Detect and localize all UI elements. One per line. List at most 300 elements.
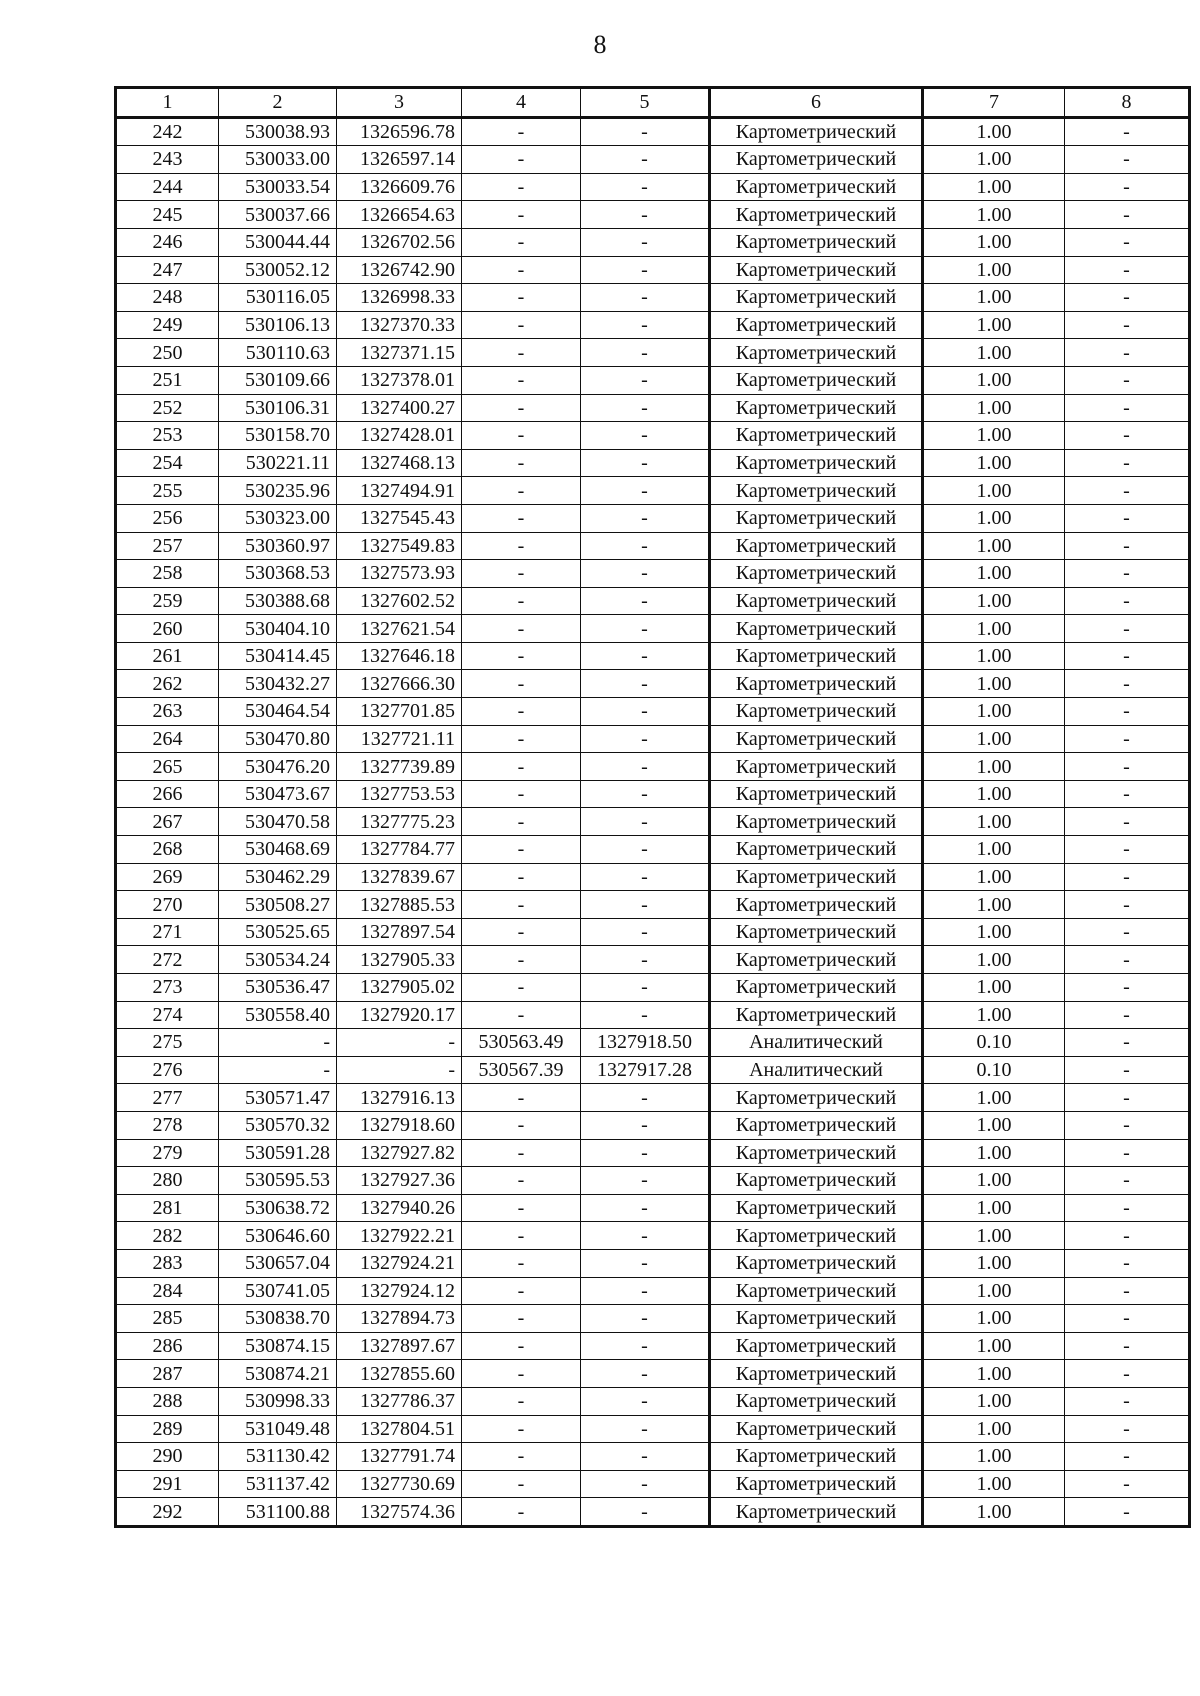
cell-accuracy: 1.00 (923, 394, 1065, 422)
cell-coord-y: 1327494.91 (337, 477, 462, 505)
cell-note: - (1065, 1194, 1190, 1222)
cell-note: - (1065, 228, 1190, 256)
cell-coord-y: 1327602.52 (337, 587, 462, 615)
cell-coord-y: 1327549.83 (337, 532, 462, 560)
column-header-4: 4 (462, 88, 581, 118)
cell-coord-x: 531100.88 (219, 1498, 337, 1527)
cell-point-number: 266 (116, 780, 219, 808)
cell-point-number: 259 (116, 587, 219, 615)
cell-coord-x-alt: 530563.49 (462, 1029, 581, 1057)
cell-note: - (1065, 1387, 1190, 1415)
column-header-7: 7 (923, 88, 1065, 118)
cell-method: Картометрический (710, 394, 923, 422)
cell-coord-x-alt: - (462, 311, 581, 339)
cell-coord-y: 1327468.13 (337, 449, 462, 477)
cell-point-number: 262 (116, 670, 219, 698)
column-header-6: 6 (710, 88, 923, 118)
cell-coord-y: 1327739.89 (337, 753, 462, 781)
cell-point-number: 255 (116, 477, 219, 505)
cell-method: Картометрический (710, 1305, 923, 1333)
cell-method: Картометрический (710, 1111, 923, 1139)
cell-coord-x-alt: 530567.39 (462, 1056, 581, 1084)
cell-coord-y-alt: - (581, 422, 710, 450)
cell-note: - (1065, 560, 1190, 588)
cell-coord-y: 1327927.82 (337, 1139, 462, 1167)
cell-note: - (1065, 974, 1190, 1002)
cell-coord-x-alt: - (462, 725, 581, 753)
cell-coord-y-alt: - (581, 1443, 710, 1471)
cell-coord-y-alt: - (581, 339, 710, 367)
cell-note: - (1065, 1470, 1190, 1498)
table-row (116, 146, 1190, 174)
cell-coord-y-alt: - (581, 1415, 710, 1443)
table-row (116, 366, 1190, 394)
cell-coord-y: 1327786.37 (337, 1387, 462, 1415)
cell-accuracy: 1.00 (923, 422, 1065, 450)
cell-coord-y-alt: - (581, 1277, 710, 1305)
cell-note: - (1065, 1277, 1190, 1305)
cell-method: Картометрический (710, 1001, 923, 1029)
cell-point-number: 275 (116, 1029, 219, 1057)
cell-accuracy: 1.00 (923, 1498, 1065, 1527)
cell-accuracy: 1.00 (923, 1305, 1065, 1333)
cell-method: Картометрический (710, 946, 923, 974)
cell-coord-x-alt: - (462, 1360, 581, 1388)
cell-coord-x-alt: - (462, 256, 581, 284)
table-row (116, 1139, 1190, 1167)
table-row (116, 1084, 1190, 1112)
cell-point-number: 247 (116, 256, 219, 284)
cell-method: Картометрический (710, 642, 923, 670)
table-row (116, 394, 1190, 422)
cell-coord-y: 1327905.33 (337, 946, 462, 974)
cell-method: Картометрический (710, 698, 923, 726)
cell-coord-x-alt: - (462, 284, 581, 312)
cell-point-number: 270 (116, 891, 219, 919)
cell-coord-y-alt: - (581, 1222, 710, 1250)
cell-coord-x-alt: - (462, 1001, 581, 1029)
table-row (116, 504, 1190, 532)
cell-point-number: 243 (116, 146, 219, 174)
cell-coord-y-alt: - (581, 946, 710, 974)
table-row (116, 863, 1190, 891)
cell-note: - (1065, 1305, 1190, 1333)
table-row (116, 642, 1190, 670)
cell-method: Картометрический (710, 725, 923, 753)
table-row (116, 1029, 1190, 1057)
cell-coord-x-alt: - (462, 394, 581, 422)
table-row (116, 560, 1190, 588)
cell-note: - (1065, 780, 1190, 808)
cell-point-number: 281 (116, 1194, 219, 1222)
cell-point-number: 244 (116, 173, 219, 201)
table-row (116, 1249, 1190, 1277)
cell-accuracy: 1.00 (923, 863, 1065, 891)
column-header-2: 2 (219, 88, 337, 118)
cell-coord-x-alt: - (462, 918, 581, 946)
cell-coord-y-alt: - (581, 1084, 710, 1112)
cell-point-number: 249 (116, 311, 219, 339)
cell-accuracy: 1.00 (923, 560, 1065, 588)
table-row (116, 422, 1190, 450)
cell-accuracy: 1.00 (923, 1084, 1065, 1112)
cell-coord-y: 1327894.73 (337, 1305, 462, 1333)
cell-point-number: 291 (116, 1470, 219, 1498)
cell-note: - (1065, 1139, 1190, 1167)
cell-coord-x-alt: - (462, 974, 581, 1002)
cell-note: - (1065, 1498, 1190, 1527)
cell-accuracy: 1.00 (923, 753, 1065, 781)
cell-coord-y-alt: - (581, 642, 710, 670)
cell-coord-y: 1327791.74 (337, 1443, 462, 1471)
cell-coord-y: 1327621.54 (337, 615, 462, 643)
cell-coord-y-alt: - (581, 532, 710, 560)
cell-note: - (1065, 863, 1190, 891)
cell-coord-x: 531137.42 (219, 1470, 337, 1498)
table-row (116, 780, 1190, 808)
cell-accuracy: 1.00 (923, 670, 1065, 698)
cell-coord-y-alt: - (581, 725, 710, 753)
cell-coord-x: 530534.24 (219, 946, 337, 974)
cell-coord-y: 1327370.33 (337, 311, 462, 339)
cell-coord-y: 1327940.26 (337, 1194, 462, 1222)
cell-note: - (1065, 615, 1190, 643)
cell-coord-x: 530464.54 (219, 698, 337, 726)
cell-note: - (1065, 504, 1190, 532)
cell-coord-y: 1327666.30 (337, 670, 462, 698)
cell-method: Картометрический (710, 146, 923, 174)
table-body (116, 117, 1190, 1526)
cell-coord-x-alt: - (462, 117, 581, 146)
cell-coord-x: 530646.60 (219, 1222, 337, 1250)
cell-coord-y: 1327428.01 (337, 422, 462, 450)
cell-coord-x: 530571.47 (219, 1084, 337, 1112)
cell-coord-y-alt: - (581, 1139, 710, 1167)
cell-coord-y-alt: 1327918.50 (581, 1029, 710, 1057)
cell-coord-y: 1327905.02 (337, 974, 462, 1002)
cell-method: Картометрический (710, 1194, 923, 1222)
cell-note: - (1065, 1332, 1190, 1360)
table-row (116, 1332, 1190, 1360)
cell-coord-x: 530473.67 (219, 780, 337, 808)
cell-note: - (1065, 201, 1190, 229)
cell-point-number: 265 (116, 753, 219, 781)
cell-coord-x: 530235.96 (219, 477, 337, 505)
cell-coord-y: 1326596.78 (337, 117, 462, 146)
cell-note: - (1065, 1415, 1190, 1443)
cell-note: - (1065, 256, 1190, 284)
cell-coord-x-alt: - (462, 615, 581, 643)
cell-point-number: 280 (116, 1167, 219, 1195)
cell-accuracy: 1.00 (923, 1415, 1065, 1443)
table-row (116, 698, 1190, 726)
cell-accuracy: 1.00 (923, 725, 1065, 753)
table-row (116, 1415, 1190, 1443)
cell-accuracy: 1.00 (923, 1470, 1065, 1498)
cell-method: Картометрический (710, 1277, 923, 1305)
cell-point-number: 264 (116, 725, 219, 753)
cell-coord-x: 530388.68 (219, 587, 337, 615)
cell-coord-y: 1327924.12 (337, 1277, 462, 1305)
cell-accuracy: 1.00 (923, 1001, 1065, 1029)
cell-coord-x: 530741.05 (219, 1277, 337, 1305)
column-header-1: 1 (116, 88, 219, 118)
cell-accuracy: 1.00 (923, 339, 1065, 367)
table-row (116, 1470, 1190, 1498)
cell-coord-x: 530323.00 (219, 504, 337, 532)
cell-coord-x: 530414.45 (219, 642, 337, 670)
cell-method: Картометрический (710, 918, 923, 946)
cell-coord-x: 530468.69 (219, 836, 337, 864)
cell-point-number: 268 (116, 836, 219, 864)
cell-coord-y-alt: - (581, 615, 710, 643)
cell-coord-y-alt: - (581, 394, 710, 422)
cell-coord-y-alt: - (581, 560, 710, 588)
cell-accuracy: 1.00 (923, 615, 1065, 643)
cell-note: - (1065, 1443, 1190, 1471)
cell-coord-x: 530591.28 (219, 1139, 337, 1167)
cell-coord-y-alt: - (581, 173, 710, 201)
cell-accuracy: 1.00 (923, 1249, 1065, 1277)
cell-coord-y: 1327400.27 (337, 394, 462, 422)
cell-method: Картометрический (710, 1498, 923, 1527)
cell-coord-x-alt: - (462, 1470, 581, 1498)
cell-coord-y: 1326742.90 (337, 256, 462, 284)
cell-coord-y: 1327885.53 (337, 891, 462, 919)
cell-accuracy: 1.00 (923, 1332, 1065, 1360)
cell-note: - (1065, 1360, 1190, 1388)
cell-note: - (1065, 173, 1190, 201)
cell-coord-y-alt: - (581, 1332, 710, 1360)
cell-accuracy: 1.00 (923, 946, 1065, 974)
cell-coord-y: 1327927.36 (337, 1167, 462, 1195)
cell-coord-x-alt: - (462, 808, 581, 836)
cell-coord-y-alt: - (581, 808, 710, 836)
cell-coord-x-alt: - (462, 753, 581, 781)
cell-method: Картометрический (710, 1415, 923, 1443)
cell-point-number: 290 (116, 1443, 219, 1471)
table-row (116, 1277, 1190, 1305)
cell-coord-x: 530109.66 (219, 366, 337, 394)
table-row (116, 311, 1190, 339)
cell-note: - (1065, 836, 1190, 864)
cell-coord-x-alt: - (462, 863, 581, 891)
cell-coord-y-alt: - (581, 1001, 710, 1029)
cell-accuracy: 1.00 (923, 173, 1065, 201)
cell-coord-x: 530874.15 (219, 1332, 337, 1360)
cell-note: - (1065, 394, 1190, 422)
cell-coord-x-alt: - (462, 836, 581, 864)
cell-point-number: 276 (116, 1056, 219, 1084)
cell-method: Картометрический (710, 1360, 923, 1388)
cell-method: Картометрический (710, 449, 923, 477)
cell-coord-y: 1327922.21 (337, 1222, 462, 1250)
cell-coord-y-alt: - (581, 587, 710, 615)
cell-coord-x-alt: - (462, 1249, 581, 1277)
cell-accuracy: 1.00 (923, 1387, 1065, 1415)
cell-coord-y: 1326998.33 (337, 284, 462, 312)
cell-method: Картометрический (710, 339, 923, 367)
cell-note: - (1065, 477, 1190, 505)
cell-method: Картометрический (710, 173, 923, 201)
cell-method: Картометрический (710, 504, 923, 532)
cell-method: Аналитический (710, 1056, 923, 1084)
table-row (116, 891, 1190, 919)
cell-coord-x: - (219, 1056, 337, 1084)
cell-coord-y-alt: - (581, 836, 710, 864)
cell-coord-x: 530044.44 (219, 228, 337, 256)
table-row (116, 1222, 1190, 1250)
cell-coord-x-alt: - (462, 1415, 581, 1443)
cell-point-number: 261 (116, 642, 219, 670)
table-row (116, 1443, 1190, 1471)
cell-coord-y-alt: - (581, 1194, 710, 1222)
table-row (116, 808, 1190, 836)
cell-coord-y: 1327897.54 (337, 918, 462, 946)
cell-coord-x-alt: - (462, 228, 581, 256)
cell-note: - (1065, 449, 1190, 477)
cell-accuracy: 1.00 (923, 642, 1065, 670)
cell-coord-x: 530221.11 (219, 449, 337, 477)
cell-coord-y-alt: - (581, 1498, 710, 1527)
column-header-3: 3 (337, 88, 462, 118)
cell-coord-x: 531130.42 (219, 1443, 337, 1471)
cell-point-number: 271 (116, 918, 219, 946)
cell-coord-y-alt: - (581, 863, 710, 891)
cell-coord-x-alt: - (462, 1443, 581, 1471)
cell-coord-x-alt: - (462, 1084, 581, 1112)
cell-coord-x: 530570.32 (219, 1111, 337, 1139)
cell-accuracy: 1.00 (923, 808, 1065, 836)
cell-coord-y: 1327753.53 (337, 780, 462, 808)
cell-coord-x-alt: - (462, 1139, 581, 1167)
table-row (116, 1056, 1190, 1084)
cell-point-number: 248 (116, 284, 219, 312)
cell-point-number: 274 (116, 1001, 219, 1029)
cell-accuracy: 1.00 (923, 146, 1065, 174)
cell-coord-y: 1327804.51 (337, 1415, 462, 1443)
cell-coord-y: 1327855.60 (337, 1360, 462, 1388)
cell-coord-y: 1326702.56 (337, 228, 462, 256)
cell-coord-y: 1326609.76 (337, 173, 462, 201)
cell-accuracy: 1.00 (923, 974, 1065, 1002)
cell-note: - (1065, 366, 1190, 394)
cell-method: Картометрический (710, 1387, 923, 1415)
cell-coord-x-alt: - (462, 670, 581, 698)
cell-point-number: 289 (116, 1415, 219, 1443)
cell-method: Картометрический (710, 587, 923, 615)
table-row (116, 1167, 1190, 1195)
cell-note: - (1065, 1084, 1190, 1112)
table-row (116, 670, 1190, 698)
cell-method: Картометрический (710, 422, 923, 450)
cell-coord-y-alt: - (581, 284, 710, 312)
cell-accuracy: 1.00 (923, 256, 1065, 284)
cell-coord-x: 530360.97 (219, 532, 337, 560)
cell-note: - (1065, 1111, 1190, 1139)
cell-coord-y: 1327920.17 (337, 1001, 462, 1029)
table-row (116, 918, 1190, 946)
coordinates-table (114, 86, 1191, 1528)
cell-method: Картометрический (710, 780, 923, 808)
cell-coord-x: 530470.58 (219, 808, 337, 836)
table-row (116, 587, 1190, 615)
cell-coord-y-alt: - (581, 1167, 710, 1195)
cell-note: - (1065, 918, 1190, 946)
cell-coord-x: 530525.65 (219, 918, 337, 946)
cell-point-number: 284 (116, 1277, 219, 1305)
cell-coord-y-alt: - (581, 477, 710, 505)
table-row (116, 117, 1190, 146)
table-row (116, 1498, 1190, 1527)
cell-coord-x: 530404.10 (219, 615, 337, 643)
cell-coord-x: 530116.05 (219, 284, 337, 312)
cell-coord-x-alt: - (462, 642, 581, 670)
cell-accuracy: 1.00 (923, 477, 1065, 505)
cell-accuracy: 0.10 (923, 1056, 1065, 1084)
cell-coord-x-alt: - (462, 422, 581, 450)
cell-note: - (1065, 1029, 1190, 1057)
cell-point-number: 256 (116, 504, 219, 532)
cell-point-number: 260 (116, 615, 219, 643)
table-row (116, 173, 1190, 201)
cell-method: Картометрический (710, 366, 923, 394)
cell-method: Картометрический (710, 560, 923, 588)
cell-coord-x: 530657.04 (219, 1249, 337, 1277)
cell-coord-y-alt: - (581, 891, 710, 919)
cell-method: Картометрический (710, 284, 923, 312)
cell-point-number: 286 (116, 1332, 219, 1360)
cell-coord-y-alt: - (581, 1249, 710, 1277)
cell-method: Картометрический (710, 891, 923, 919)
table-row (116, 1360, 1190, 1388)
table-row (116, 836, 1190, 864)
cell-coord-x-alt: - (462, 1222, 581, 1250)
cell-coord-x: 530368.53 (219, 560, 337, 588)
cell-accuracy: 1.00 (923, 836, 1065, 864)
cell-coord-x: 531049.48 (219, 1415, 337, 1443)
cell-coord-y: 1326597.14 (337, 146, 462, 174)
cell-coord-x-alt: - (462, 1167, 581, 1195)
cell-coord-y-alt: - (581, 918, 710, 946)
cell-coord-x-alt: - (462, 366, 581, 394)
cell-coord-y: 1327573.93 (337, 560, 462, 588)
cell-point-number: 242 (116, 117, 219, 146)
table-row (116, 201, 1190, 229)
cell-accuracy: 1.00 (923, 1139, 1065, 1167)
cell-method: Картометрический (710, 1084, 923, 1112)
table-row (116, 284, 1190, 312)
cell-accuracy: 1.00 (923, 228, 1065, 256)
cell-coord-x-alt: - (462, 173, 581, 201)
cell-coord-y-alt: - (581, 146, 710, 174)
cell-coord-y-alt: - (581, 1470, 710, 1498)
cell-coord-x: 530033.54 (219, 173, 337, 201)
table-row (116, 228, 1190, 256)
column-header-8: 8 (1065, 88, 1190, 118)
cell-method: Картометрический (710, 863, 923, 891)
cell-accuracy: 1.00 (923, 366, 1065, 394)
cell-coord-x-alt: - (462, 587, 581, 615)
cell-accuracy: 1.00 (923, 284, 1065, 312)
cell-coord-y: 1327839.67 (337, 863, 462, 891)
cell-note: - (1065, 670, 1190, 698)
cell-accuracy: 1.00 (923, 698, 1065, 726)
cell-point-number: 279 (116, 1139, 219, 1167)
column-header-5: 5 (581, 88, 710, 118)
cell-coord-x: 530432.27 (219, 670, 337, 698)
cell-point-number: 251 (116, 366, 219, 394)
